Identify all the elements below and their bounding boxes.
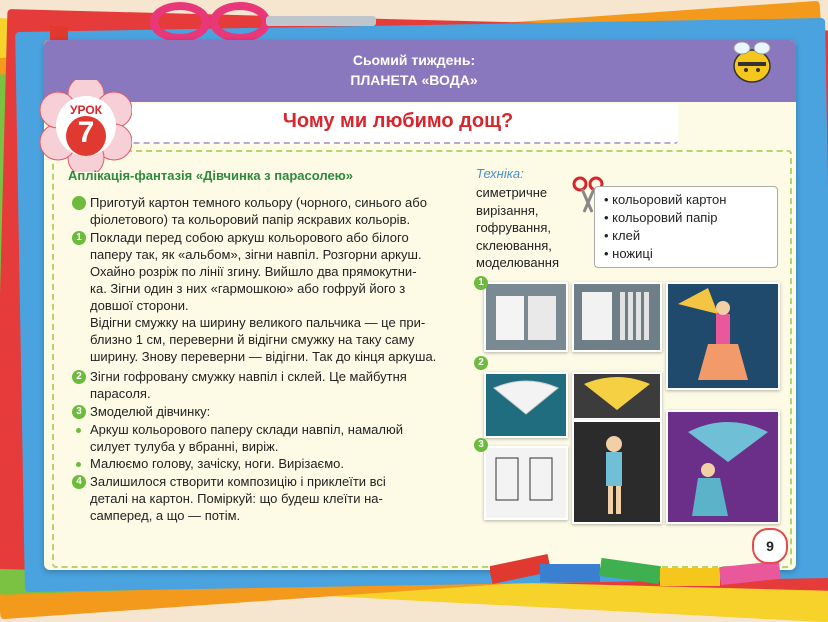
technique-list — [476, 184, 576, 272]
photo-girl-with-umbrella-pink — [666, 282, 780, 390]
photo-step-2-badge: 2 — [474, 356, 488, 370]
week-label: Сьомий тиждень: — [352, 52, 476, 68]
material-item: • кольоровий папір — [604, 210, 718, 225]
photo-folded-paper — [484, 282, 568, 352]
prep-text — [90, 194, 460, 228]
text-line: ширину. Знову переверни — відігни. Так до кінця аркуша. — [90, 349, 437, 364]
text-line: ка. Зігни один з них «гармошкою» або гофруй його з — [90, 281, 406, 296]
step-1-text — [90, 229, 460, 365]
activity-title: Аплікація-фантазія «Дівчинка з парасолею» — [68, 168, 354, 183]
material-item: • клей — [604, 228, 641, 243]
text-line: Зігни гофровану смужку навпіл і склей. Це майбутня — [90, 369, 407, 384]
photo-girl-figure — [572, 420, 662, 524]
material-label: кольоровий папір — [612, 210, 718, 225]
text-line: Охайно розріж по лінії згину. Вийшло два прямокутни- — [90, 264, 417, 279]
text-line: деталі на картон. Поміркуй: що будеш клеїти на- — [90, 491, 383, 506]
text-line: близно 1 см, переверни й відігни смужку на таку саму — [90, 332, 415, 347]
photo-paper-cutouts — [484, 446, 568, 520]
material-label: клей — [612, 228, 641, 243]
prep-dot-icon — [72, 196, 86, 210]
step-3-intro: Змоделюй дівчинку: — [90, 404, 211, 419]
material-item: • ножиці — [604, 246, 653, 261]
card-header — [44, 40, 796, 102]
bee-icon — [728, 36, 776, 90]
material-item: • кольоровий картон — [604, 192, 727, 207]
bullet-icon — [76, 462, 81, 467]
photo-step-3-badge: 3 — [474, 438, 488, 452]
text-line: довшої сторони. — [90, 298, 189, 313]
technique-item: моделювання — [476, 255, 559, 270]
text-line: силует тулуба у вбранні, виріж. — [90, 439, 279, 454]
photo-step-1-badge: 1 — [474, 276, 488, 290]
lesson-title: Чому ми любимо дощ? — [282, 110, 514, 132]
photo-girl-with-umbrella-blue — [666, 410, 780, 524]
step-2-badge: 2 — [72, 370, 86, 384]
text-line: самперед, а що — потім. — [90, 508, 241, 523]
technique-label: Техніка: — [476, 166, 524, 181]
text-line: Залишилося створити композицію і приклеїти всі — [90, 474, 386, 489]
technique-item: симетричне — [476, 185, 548, 200]
text-line: Аркуш кольорового паперу склади навпіл, намалюй — [90, 422, 403, 437]
text-line: Поклади перед собою аркуш кольорового або білого — [90, 230, 409, 245]
lesson-number: 7 — [77, 116, 95, 149]
text-line: Малюємо голову, зачіску, ноги. Вирізаємо. — [90, 456, 344, 471]
text-line: Відігни смужку на ширину великого пальчика — це при- — [90, 315, 426, 330]
photo-accordion-paper — [572, 282, 662, 352]
text-line: Приготуй картон темного кольору (чорного, синього або — [90, 195, 427, 210]
page-number: 9 — [752, 528, 788, 564]
step-3-bullet-1 — [90, 421, 460, 455]
step-2-text — [90, 368, 460, 402]
text-line: фіолетового) та кольоровий папір яскравих кольорів. — [90, 212, 411, 227]
text-line: парасоля. — [90, 386, 151, 401]
material-label: кольоровий картон — [612, 192, 727, 207]
planet-label: ПЛАНЕТА «ВОДА» — [350, 72, 478, 88]
plasticine-decoration-icon — [490, 540, 790, 600]
lesson-label: УРОК — [70, 103, 102, 117]
photo-umbrella-fan — [484, 372, 568, 438]
bullet-icon — [76, 428, 81, 433]
technique-item: склеювання, — [476, 237, 552, 253]
step-4-text — [90, 473, 460, 524]
technique-item: гофрування, — [476, 220, 551, 235]
photo-umbrella-yellow — [572, 372, 662, 420]
step-3-bullet-2 — [90, 455, 460, 472]
step-4-badge: 4 — [72, 475, 86, 489]
text-line: паперу так, як «альбом», зігни навпіл. Розгорни аркуш. — [90, 247, 422, 262]
step-3-badge: 3 — [72, 405, 86, 419]
step-1-badge: 1 — [72, 231, 86, 245]
material-label: ножиці — [612, 246, 653, 261]
technique-item: вирізання, — [476, 202, 539, 218]
